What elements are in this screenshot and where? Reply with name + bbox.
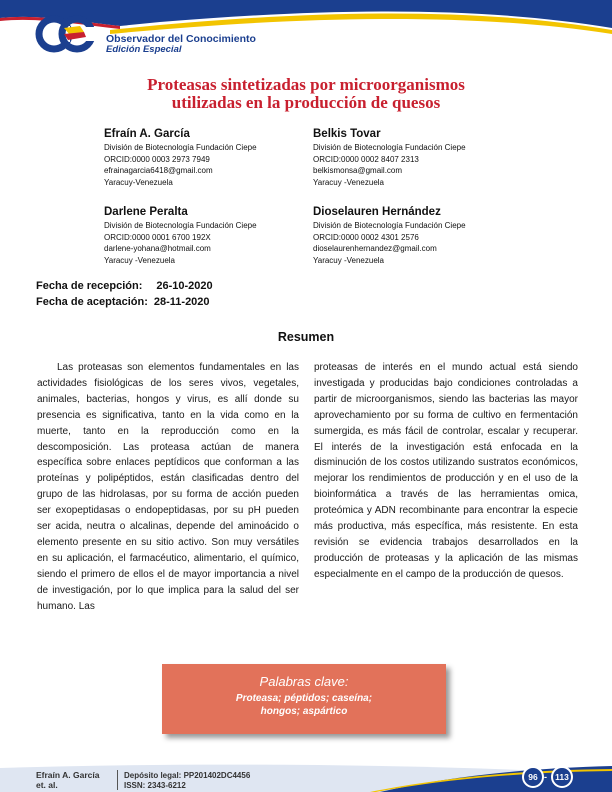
author-affiliation: División de Biotecnología Fundación Ciepe — [313, 143, 466, 152]
author-affiliation: División de Biotecnología Fundación Ciepe — [104, 221, 257, 230]
author-email[interactable]: dioselaurenhernandez@gmail.com — [313, 244, 437, 253]
accepted-date — [36, 294, 213, 310]
author-location: Yaracuy -Venezuela — [104, 255, 176, 265]
author-affiliation: División de Biotecnología Fundación Ciepe — [104, 143, 257, 152]
author-orcid: ORCID:0000 0003 2973 7949 — [104, 154, 210, 164]
paper-title-line: Proteasas sintetizadas por microorganismos — [147, 75, 465, 94]
oc-logo-icon — [34, 12, 98, 56]
author-name: Dioselauren Hernández — [313, 206, 441, 218]
submission-dates — [36, 278, 213, 310]
author-location: Yaracuy -Venezuela — [313, 177, 385, 187]
author-location: Yaracuy-Venezuela — [104, 177, 173, 187]
author-name: Darlene Peralta — [104, 206, 188, 218]
page-start-badge: 96 — [522, 766, 544, 788]
keywords-line: Proteasa; péptidos; caseína; — [235, 693, 373, 704]
abstract-left-column: Las proteasas son elementos fundamentales en las actividades fisiológicas de los seres vivos, vegetales, animales, bacterias, hongos y virus, es allí donde su presencia es significativa, tanto en la vida como en la muerte, tanto en la reproducción como en la descomposición. Las proteasa actúan de manera específica sobre enlaces peptídicos que conforman a las proteínas y polipéptidos, están clasificadas dentro del grupo de las hidrolasas, por su forma de acción pueden ser exopeptidasas o endopeptidasas, por su pH pueden ser acida, neutra o alcalinas, depende del aminoácido o elemento presente en su sitio activo. Son muy versátiles en su aplicación, el farmacéutico, alimentario, el químico, siendo el primero de ellos el de mayor importancia a nivel de investigación, por lo que implica para la salud del ser humano. Las — [37, 362, 299, 612]
paper-title-line: utilizadas en la producción de quesos — [171, 93, 441, 112]
author-location: Yaracuy -Venezuela — [313, 255, 385, 265]
author-name: Belkis Tovar — [313, 128, 381, 140]
keywords-box — [162, 664, 446, 734]
footer-divider — [117, 770, 118, 790]
author-orcid: ORCID:0000 0002 4301 2576 — [313, 232, 419, 242]
author-block — [313, 127, 466, 188]
page-range-dash-icon: - — [544, 772, 547, 782]
author-email[interactable]: darlene-yohana@hotmail.com — [104, 244, 211, 253]
author-block — [104, 127, 257, 188]
page-end-badge: 113 — [551, 766, 573, 788]
paper-title — [60, 76, 552, 112]
author-block — [313, 205, 466, 266]
issn-number: ISSN: 2343-6212 — [124, 780, 186, 790]
deposit-number: Depósito legal: PP201402DC4456 — [124, 771, 251, 780]
received-label: Fecha de recepción: — [36, 280, 143, 292]
accepted-value: 28-11-2020 — [153, 296, 210, 308]
keywords-line: hongos; aspártico — [260, 706, 348, 717]
accepted-label: Fecha de aceptación: — [36, 296, 148, 308]
author-orcid: ORCID:0000 0002 8407 2313 — [313, 154, 419, 164]
journal-title: Observador del Conocimiento — [106, 33, 256, 45]
footer-legal — [124, 771, 250, 790]
journal-subtitle: Edición Especial — [106, 44, 182, 55]
keywords-title: Palabras clave: — [259, 674, 349, 689]
footer-author-line: et. al. — [36, 779, 58, 790]
journal-header — [0, 0, 612, 62]
author-email[interactable]: efrainagarcia6418@gmail.com — [104, 166, 213, 175]
author-orcid: ORCID:0000 0001 6700 192X — [104, 232, 211, 242]
author-affiliation: División de Biotecnología Fundación Ciepe — [313, 221, 466, 230]
author-email[interactable]: belkismonsa@gmail.com — [313, 166, 403, 175]
author-block — [104, 205, 257, 266]
footer-author-line: Efraín A. García — [36, 770, 100, 780]
author-name: Efraín A. García — [104, 128, 190, 140]
abstract-heading: Resumen — [277, 330, 335, 344]
footer-author — [36, 771, 99, 790]
received-value: 26-10-2020 — [156, 280, 213, 292]
received-date — [36, 278, 213, 294]
abstract-right-column: proteasas de interés en el mundo actual está siendo investigada y producidas bajo condiciones controladas a partir de microorganismos, siendo las bacterias las mayor aprovechamiento por su forma de cultivo en fermentación sumergida, es más fácil de controlar, escalar y recuperar. El interés de la investigación está enfocada en la disminución de los costos utilizando sustratos económicos, mejorar los rendimientos de producción y en el uso de la bioinformática a través de las herramientas omica, proteómica y ADN recombinante para encontrar la especie más productiva, más específica, más resistente. En esta revisión se evidencia trabajos desarrollados en la producción de proteasas y la aplicación de las mismas especialmente en el campo de la producción de quesos. — [314, 362, 578, 580]
